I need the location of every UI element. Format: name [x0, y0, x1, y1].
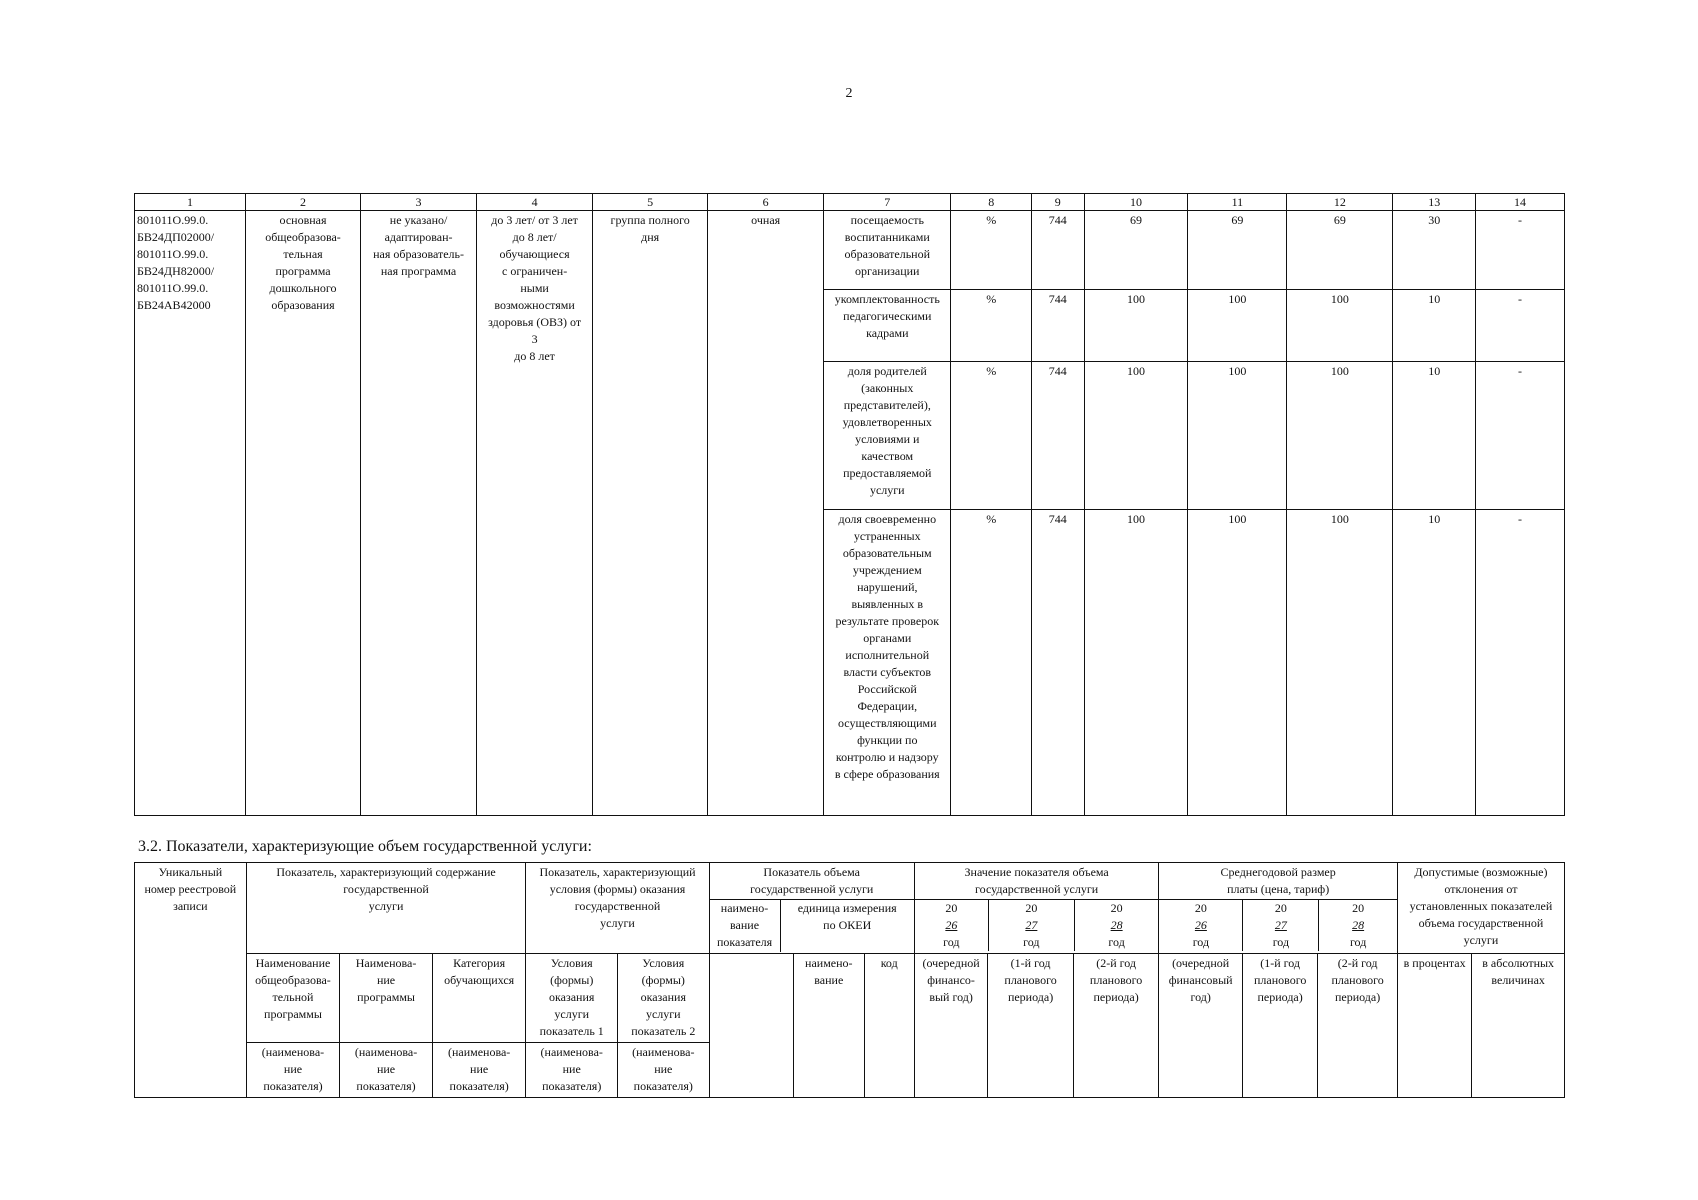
- fee-period-1: (очередной финансовый год): [1159, 954, 1243, 1098]
- fee-period-3: (2-й год планового периода): [1318, 954, 1398, 1098]
- indicator-name-cell: посещаемость воспитанниками образовательной организации: [824, 211, 951, 290]
- col-number: 4: [477, 194, 593, 211]
- student-category-header: Категория обучающихся: [432, 954, 526, 1043]
- col-number: 12: [1287, 194, 1393, 211]
- indicator-name-cell: доля своевременно устраненных образовательным учреждением нарушений, выявленных в результате проверок органами исполнительной власти субъектов Российской Федерации, осуществляющими функции по контролю и надзору в сфере образования: [824, 510, 951, 816]
- col-number: 5: [593, 194, 708, 211]
- value-cell: 100: [1287, 510, 1393, 816]
- okei-cell: 744: [1032, 211, 1084, 290]
- conditions-group-header: Показатель, характеризующий условия (формы) оказания государственной услуги: [526, 863, 709, 954]
- okei-cell: 744: [1032, 290, 1084, 362]
- program-type-cell: не указано/ адаптирован- ная образователь- ная программа: [361, 211, 477, 816]
- condition-2-header: Условия (формы) оказания услуги показатель 2: [618, 954, 710, 1043]
- volume-name-header: наимено- вание показателя: [710, 900, 781, 952]
- value-period-1: (очередной финансо- вый год): [914, 954, 987, 1098]
- registry-number-cell: 801011О.99.0. БВ24ДП02000/ 801011О.99.0. БВ24ДН82000/ 801011О.99.0. БВ24АВ42000: [135, 211, 246, 816]
- value-cell: 100: [1287, 362, 1393, 510]
- program-title-header: Наименова- ние программы: [340, 954, 433, 1043]
- header-row: [135, 863, 1565, 954]
- unit-name-header: наимено- вание: [794, 954, 864, 1098]
- col-number: 3: [361, 194, 477, 211]
- deviation-group-header: Допустимые (возможные) отклонения от установленных показателей объема государственной услуги: [1397, 863, 1564, 954]
- program-cell: основная общеобразова- тельная программа дошкольного образования: [246, 211, 361, 816]
- column-number-row: [135, 194, 1565, 211]
- volume-group-header: Показатель объема государственной услуги наимено- вание показателя единица измерения по ОКЕИ: [709, 863, 914, 954]
- col-number: 11: [1188, 194, 1287, 211]
- deviation-abs-header: в абсолютных величинах: [1472, 954, 1565, 1098]
- unit-cell: %: [951, 290, 1032, 362]
- value-period-3: (2-й год планового периода): [1073, 954, 1159, 1098]
- value-year-header: 20 28 год: [1108, 901, 1125, 949]
- deviation-pct-header: в процентах: [1397, 954, 1471, 1098]
- col-number: 10: [1084, 194, 1188, 211]
- value-period-2: (1-й год планового периода): [988, 954, 1074, 1098]
- unit-code-header: код: [864, 954, 914, 1098]
- value-cell: 69: [1188, 211, 1287, 290]
- indicator-name-label: (наименова- ние показателя): [618, 1043, 710, 1098]
- indicator-name-cell: укомплектованность педагогическими кадрами: [824, 290, 951, 362]
- value-group-header: Значение показателя объема государственной услуги 20 26 год 20 27 год 20 28 год: [914, 863, 1159, 954]
- deviation-abs-cell: -: [1476, 362, 1565, 510]
- deviation-pct-cell: 30: [1393, 211, 1476, 290]
- program-name-header: Наименование общеобразова- тельной программы: [246, 954, 340, 1043]
- deviation-abs-cell: -: [1476, 211, 1565, 290]
- deviation-abs-cell: -: [1476, 290, 1565, 362]
- indicator-name-label: (наименова- ние показателя): [246, 1043, 340, 1098]
- col-number: 8: [951, 194, 1032, 211]
- fee-period-2: (1-й год планового периода): [1242, 954, 1317, 1098]
- header-row: [135, 954, 1565, 1043]
- value-year-header: 20 27 год: [989, 900, 1075, 951]
- col-number: 6: [708, 194, 824, 211]
- quality-indicators-table: [134, 193, 1565, 816]
- deviation-abs-cell: -: [1476, 510, 1565, 816]
- col-number: 13: [1393, 194, 1476, 211]
- col-number: 9: [1032, 194, 1084, 211]
- value-cell: 100: [1084, 510, 1188, 816]
- indicator-name-label: (наименова- ние показателя): [526, 1043, 618, 1098]
- volume-name-cell: [709, 954, 794, 1098]
- fee-year-header: 20 28 год: [1349, 901, 1367, 949]
- indicator-name-label: (наименова- ние показателя): [340, 1043, 433, 1098]
- value-cell: 100: [1084, 362, 1188, 510]
- volume-indicators-table: [134, 862, 1565, 1098]
- indicator-name-cell: доля родителей (законных представителей), удовлетворенных условиями и качеством предоставляемой услуги: [824, 362, 951, 510]
- value-cell: 100: [1287, 290, 1393, 362]
- value-cell: 100: [1084, 290, 1188, 362]
- fee-year-header: 20 27 год: [1243, 900, 1319, 951]
- value-cell: 69: [1287, 211, 1393, 290]
- deviation-pct-cell: 10: [1393, 290, 1476, 362]
- fee-year-header: 20 26 год: [1159, 900, 1243, 951]
- okei-cell: 744: [1032, 510, 1084, 816]
- volume-unit-header: единица измерения по ОКЕИ: [797, 901, 897, 932]
- col-number: 14: [1476, 194, 1565, 211]
- page-number: 2: [845, 86, 853, 101]
- unique-number-header: Уникальный номер реестровой записи: [135, 863, 247, 1098]
- value-year-header: 20 26 год: [915, 900, 989, 951]
- condition-1-header: Условия (формы) оказания услуги показатель 1: [526, 954, 618, 1043]
- value-cell: 100: [1188, 510, 1287, 816]
- unit-cell: %: [951, 510, 1032, 816]
- student-category-cell: до 3 лет/ от 3 лет до 8 лет/ обучающиеся с ограничен- ными возможностями здоровья (ОВЗ) от 3 до 8 лет: [477, 211, 593, 816]
- section-title: 3.2. Показатели, характеризующие объем государственной услуги:: [138, 838, 592, 855]
- indicator-name-label: (наименова- ние показателя): [432, 1043, 526, 1098]
- col-number: 1: [135, 194, 246, 211]
- okei-cell: 744: [1032, 362, 1084, 510]
- content-group-header: Показатель, характеризующий содержание государственной услуги: [246, 863, 526, 954]
- value-cell: 100: [1188, 362, 1287, 510]
- col-number: 7: [824, 194, 951, 211]
- value-cell: 100: [1188, 290, 1287, 362]
- group-type-cell: группа полного дня: [593, 211, 708, 816]
- deviation-pct-cell: 10: [1393, 362, 1476, 510]
- form-cell: очная: [708, 211, 824, 816]
- unit-cell: %: [951, 211, 1032, 290]
- fee-group-header: Среднегодовой размер платы (цена, тариф) 20 26 год 20 27 год 20 28 год: [1159, 863, 1397, 954]
- deviation-pct-cell: 10: [1393, 510, 1476, 816]
- table-row: [135, 211, 1565, 290]
- value-cell: 69: [1084, 211, 1188, 290]
- unit-cell: %: [951, 362, 1032, 510]
- col-number: 2: [246, 194, 361, 211]
